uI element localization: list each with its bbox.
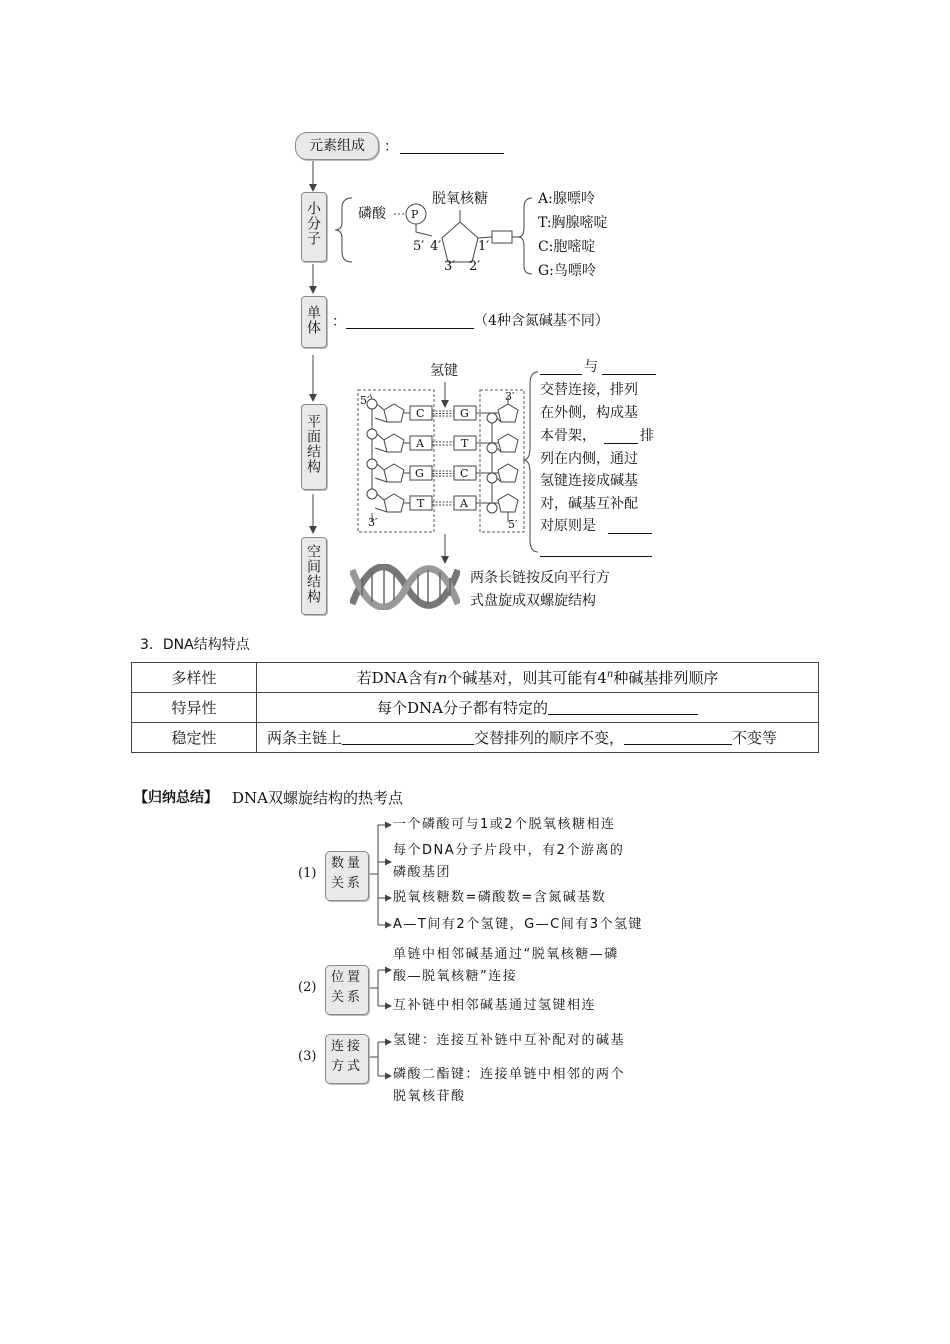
feature-desc (257, 693, 819, 723)
colon: ： (332, 314, 346, 330)
end-5-top: 5′ (360, 394, 370, 407)
right-base: T (461, 437, 469, 450)
summary-item: 互补链中相邻碱基通过氢键相连 (393, 998, 597, 1013)
summary-item: 一个磷酸可与1或2个脱氧核糖相连 (393, 817, 616, 832)
desc-part: 两条主链上 (267, 729, 343, 747)
desc-var: n (437, 669, 448, 687)
group-label: 位置 (330, 970, 363, 985)
right-base: C (460, 467, 469, 480)
feature-desc (257, 723, 819, 753)
group-label: 关系 (330, 990, 363, 1005)
desc-part: 种碱基排列顺序 (613, 669, 719, 687)
summary-item: A—T间有2个氢键，G—C间有3个氢键 (393, 917, 644, 932)
desc-text: 对原则是 (540, 518, 596, 534)
colon: ： (384, 139, 398, 155)
end-5-bottom: 5′ (508, 518, 518, 531)
base-guanine: G:鸟嘌呤 (538, 263, 596, 279)
space-description-line2: 式盘旋成双螺旋结构 (470, 593, 596, 609)
blank (342, 730, 474, 745)
group-label: 关系 (330, 876, 363, 891)
summary-item: 脱氧核苷酸 (393, 1089, 466, 1104)
table-row (132, 663, 819, 693)
desc-part: 交替排列的顺序不变， (474, 729, 625, 747)
space-structure-label (301, 537, 327, 615)
small-molecule-text: 小分子 (305, 201, 321, 246)
feature-name: 特异性 (132, 693, 257, 723)
end-3-bottom: 3′ (368, 516, 378, 529)
deoxyribose-label: 脱氧核糖 (432, 191, 488, 207)
plane-structure-label (301, 404, 327, 490)
plane-structure-text: 平面结构 (305, 414, 321, 474)
group-label: 连接 (330, 1039, 363, 1054)
group-label: 数量 (330, 856, 363, 871)
features-table (131, 662, 819, 753)
desc-part: 每个DNA分子都有特定的 (377, 699, 548, 717)
blank (540, 556, 652, 557)
summary-item: 单链中相邻碱基通过“脱氧核糖—磷 (393, 947, 619, 962)
hydrogen-bond-label: 氢键 (430, 363, 458, 379)
phosphate-label: 磷酸 (358, 206, 386, 222)
carbon-3-label: 3′ (444, 259, 456, 274)
group-number: (2) (298, 980, 317, 995)
summary-item: 每个DNA分子片段中，有2个游离的 (393, 843, 625, 858)
space-description-line1: 两条长链按反向平行方 (470, 570, 610, 586)
blank (604, 443, 638, 444)
desc-part: 个碱基对，则其可能有4 (447, 669, 607, 687)
left-base: C (416, 407, 425, 420)
desc-text: 与 (584, 359, 598, 375)
left-base: G (415, 467, 424, 480)
blank (624, 730, 732, 745)
small-molecule-label (301, 192, 327, 262)
desc-text: 排 (640, 428, 654, 444)
feature-name: 稳定性 (132, 723, 257, 753)
carbon-2-label: 2′ (469, 259, 481, 274)
summary-item: 酸—脱氧核糖”连接 (393, 969, 518, 984)
feature-name: 多样性 (132, 663, 257, 693)
blank (548, 700, 698, 715)
blank (602, 374, 656, 375)
right-base: G (460, 407, 469, 420)
left-base: T (417, 497, 425, 510)
summary-item: 磷酸基团 (393, 865, 452, 880)
blank (608, 533, 652, 534)
phosphate-symbol: P (411, 208, 419, 221)
desc-part: 不变等 (732, 729, 778, 747)
carbon-1-label: 1′ (478, 239, 490, 254)
blank (540, 374, 582, 375)
desc-text: 在外侧，构成基 (540, 405, 638, 421)
base-adenine: A:腺嘌呤 (538, 191, 595, 207)
summary-item: 脱氧核糖数=磷酸数=含氮碱基数 (393, 890, 607, 905)
element-composition-label (295, 132, 379, 160)
group-label-box (325, 1034, 369, 1084)
space-structure-text: 空间结构 (305, 544, 321, 604)
desc-text: 本骨架， (540, 428, 596, 444)
monomer-label (301, 296, 327, 348)
summary-item: 氢键：连接互补链中互补配对的碱基 (393, 1033, 626, 1048)
group-label: 方式 (330, 1059, 363, 1074)
group-number: (3) (298, 1049, 317, 1064)
end-3-top: 3′ (505, 390, 515, 403)
carbon-5-label: 5′ (413, 239, 425, 254)
desc-part: 若DNA含有 (356, 669, 438, 687)
base-thymine: T:胸腺嘧啶 (538, 215, 608, 231)
summary-subtitle: DNA双螺旋结构的热考点 (232, 789, 403, 807)
right-base: A (460, 497, 468, 510)
feature-desc (257, 663, 819, 693)
double-helix-icon (350, 564, 460, 610)
left-base: A (416, 437, 424, 450)
table-row (132, 723, 819, 753)
desc-sup: n (606, 669, 614, 680)
element-blank (400, 153, 504, 154)
summary-item: 磷酸二酯键：连接单链中相邻的两个 (393, 1067, 626, 1082)
base-cytosine: C:胞嘧啶 (538, 239, 596, 255)
desc-text: 对，碱基互补配 (540, 496, 638, 512)
features-title: 3．DNA结构特点 (140, 637, 250, 653)
carbon-4-label: 4′ (430, 239, 442, 254)
desc-text: 列在内侧，通过 (540, 451, 638, 467)
group-label-box (325, 965, 369, 1015)
group-label-box (325, 851, 369, 901)
monomer-note: （4种含氮碱基不同） (474, 313, 609, 329)
desc-text: 交替连接，排列 (540, 382, 638, 398)
element-composition-text: 元素组成 (309, 138, 365, 154)
monomer-text: 单体 (305, 305, 321, 335)
group-number: (1) (298, 866, 317, 881)
desc-text: 氢键连接成碱基 (540, 473, 638, 489)
table-row (132, 693, 819, 723)
monomer-blank (346, 328, 474, 329)
summary-title: 【归纳总结】 (134, 790, 218, 806)
